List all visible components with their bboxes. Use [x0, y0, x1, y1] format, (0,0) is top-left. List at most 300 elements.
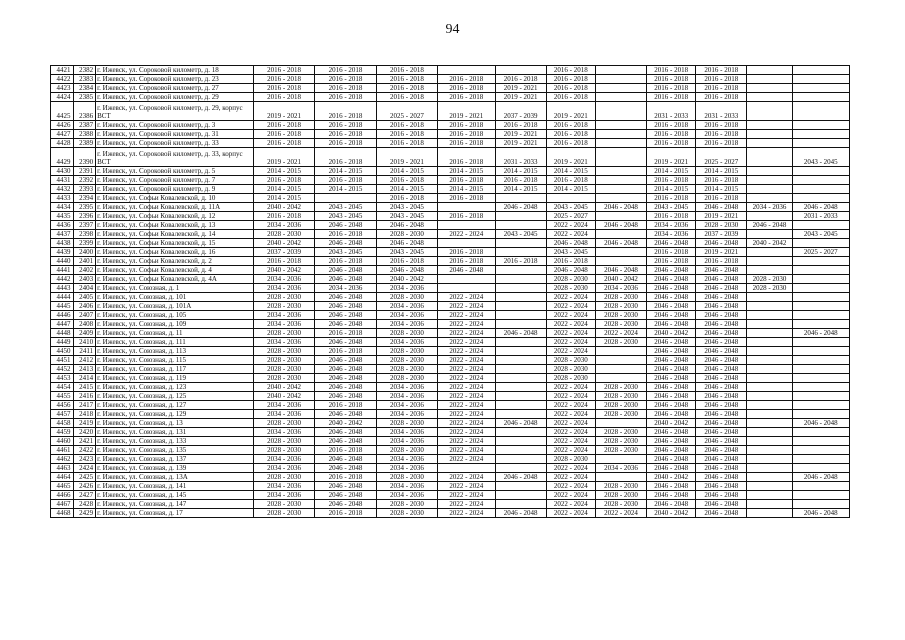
period-cell: 2022 - 2024	[438, 320, 495, 329]
period-cell: 2016 - 2018	[438, 84, 495, 93]
building-id-cell: 2397	[73, 221, 96, 230]
address-cell: г. Ижевск, ул. Союзная, д. 147	[96, 500, 254, 509]
period-cell	[792, 121, 849, 130]
period-cell: 2043 - 2045	[376, 212, 437, 221]
period-cell: 2034 - 2036	[376, 410, 437, 419]
building-id-cell: 2427	[73, 491, 96, 500]
period-cell	[792, 239, 849, 248]
period-cell: 2028 - 2030	[253, 356, 314, 365]
period-cell: 2022 - 2024	[546, 293, 595, 302]
period-cell: 2028 - 2030	[376, 446, 437, 455]
period-cell	[747, 419, 792, 428]
period-cell: 2016 - 2018	[376, 139, 437, 148]
period-cell: 2016 - 2018	[495, 176, 546, 185]
period-cell	[792, 221, 849, 230]
period-cell: 2046 - 2048	[747, 221, 792, 230]
period-cell: 2022 - 2024	[438, 473, 495, 482]
period-cell: 2034 - 2036	[253, 410, 314, 419]
period-cell: 2022 - 2024	[438, 383, 495, 392]
period-cell: 2016 - 2018	[696, 75, 747, 84]
table-row	[51, 148, 850, 167]
period-cell: 2046 - 2048	[696, 203, 747, 212]
period-cell: 2046 - 2048	[696, 410, 747, 419]
building-id-cell: 2429	[73, 509, 96, 518]
period-cell: 2034 - 2036	[376, 455, 437, 464]
period-cell: 2046 - 2048	[315, 293, 376, 302]
address-cell: г. Ижевск, ул. Союзная, д. 101	[96, 293, 254, 302]
period-cell: 2016 - 2018	[696, 139, 747, 148]
period-cell: 2016 - 2018	[376, 194, 437, 203]
table-row	[51, 329, 850, 338]
period-cell: 2034 - 2036	[253, 401, 314, 410]
period-cell	[792, 347, 849, 356]
row-number-cell: 4424	[51, 93, 74, 102]
period-cell: 2019 - 2021	[495, 84, 546, 93]
period-cell	[495, 221, 546, 230]
period-cell: 2034 - 2036	[253, 482, 314, 491]
period-cell	[792, 167, 849, 176]
period-cell	[438, 203, 495, 212]
period-cell: 2016 - 2018	[315, 509, 376, 518]
period-cell: 2028 - 2030	[376, 365, 437, 374]
row-number-cell: 4439	[51, 248, 74, 257]
period-cell	[495, 428, 546, 437]
period-cell: 2028 - 2030	[747, 275, 792, 284]
period-cell: 2046 - 2048	[315, 311, 376, 320]
period-cell: 2028 - 2030	[253, 509, 314, 518]
row-number-cell: 4434	[51, 203, 74, 212]
period-cell: 2046 - 2048	[792, 473, 849, 482]
period-cell	[495, 239, 546, 248]
period-cell: 2046 - 2048	[647, 437, 696, 446]
period-cell: 2046 - 2048	[315, 455, 376, 464]
period-cell: 2034 - 2036	[376, 302, 437, 311]
period-cell: 2022 - 2024	[438, 491, 495, 500]
period-cell: 2016 - 2018	[315, 130, 376, 139]
period-cell	[595, 185, 646, 194]
building-id-cell: 2404	[73, 284, 96, 293]
period-cell: 2022 - 2024	[438, 365, 495, 374]
table-row	[51, 221, 850, 230]
period-cell: 2037 - 2039	[696, 230, 747, 239]
period-cell: 2022 - 2024	[546, 446, 595, 455]
period-cell: 2046 - 2048	[696, 383, 747, 392]
period-cell: 2046 - 2048	[647, 338, 696, 347]
period-cell: 2028 - 2030	[546, 356, 595, 365]
row-number-cell: 4423	[51, 84, 74, 93]
period-cell	[747, 500, 792, 509]
period-cell	[747, 473, 792, 482]
period-cell	[747, 311, 792, 320]
table-row	[51, 203, 850, 212]
building-id-cell: 2428	[73, 500, 96, 509]
period-cell: 2014 - 2015	[546, 185, 595, 194]
period-cell: 2016 - 2018	[376, 130, 437, 139]
period-cell: 2043 - 2045	[495, 230, 546, 239]
building-id-cell: 2382	[73, 66, 96, 75]
period-cell	[792, 84, 849, 93]
row-number-cell: 4446	[51, 311, 74, 320]
period-cell: 2014 - 2015	[438, 185, 495, 194]
period-cell: 2040 - 2042	[315, 419, 376, 428]
table-body	[51, 66, 850, 518]
period-cell: 2043 - 2045	[376, 203, 437, 212]
period-cell: 2016 - 2018	[315, 230, 376, 239]
address-cell: г. Ижевск, ул. Софьи Ковалевской, д. 4	[96, 266, 254, 275]
period-cell	[595, 248, 646, 257]
building-id-cell: 2418	[73, 410, 96, 419]
period-cell	[792, 455, 849, 464]
period-cell: 2016 - 2018	[315, 329, 376, 338]
period-cell	[792, 257, 849, 266]
period-cell: 2046 - 2048	[315, 428, 376, 437]
period-cell: 2028 - 2030	[253, 347, 314, 356]
building-id-cell: 2387	[73, 121, 96, 130]
period-cell: 2016 - 2018	[376, 121, 437, 130]
period-cell: 2046 - 2048	[696, 374, 747, 383]
period-cell	[495, 455, 546, 464]
period-cell: 2014 - 2015	[546, 167, 595, 176]
period-cell	[747, 464, 792, 473]
building-id-cell: 2410	[73, 338, 96, 347]
period-cell	[747, 320, 792, 329]
period-cell: 2034 - 2036	[253, 221, 314, 230]
table-row	[51, 410, 850, 419]
period-cell: 2046 - 2048	[595, 203, 646, 212]
period-cell: 2022 - 2024	[438, 401, 495, 410]
period-cell: 2037 - 2039	[253, 248, 314, 257]
address-cell: г. Ижевск, ул. Союзная, д. 125	[96, 392, 254, 401]
period-cell: 2022 - 2024	[438, 428, 495, 437]
period-cell: 2016 - 2018	[647, 257, 696, 266]
period-cell: 2028 - 2030	[595, 293, 646, 302]
period-cell: 2028 - 2030	[253, 500, 314, 509]
period-cell	[595, 419, 646, 428]
period-cell	[747, 491, 792, 500]
period-cell: 2046 - 2048	[315, 392, 376, 401]
address-cell: г. Ижевск, ул. Союзная, д. 127	[96, 401, 254, 410]
period-cell: 2028 - 2030	[595, 446, 646, 455]
period-cell: 2022 - 2024	[438, 338, 495, 347]
period-cell: 2040 - 2042	[253, 383, 314, 392]
period-cell	[495, 320, 546, 329]
period-cell: 2043 - 2045	[647, 203, 696, 212]
period-cell: 2046 - 2048	[696, 437, 747, 446]
period-cell	[792, 275, 849, 284]
table-row	[51, 239, 850, 248]
period-cell: 2014 - 2015	[647, 167, 696, 176]
period-cell: 2028 - 2030	[376, 500, 437, 509]
period-cell: 2046 - 2048	[647, 455, 696, 464]
period-cell: 2019 - 2021	[376, 148, 437, 167]
period-cell: 2043 - 2045	[315, 248, 376, 257]
period-cell: 2014 - 2015	[376, 167, 437, 176]
period-cell: 2034 - 2036	[376, 284, 437, 293]
address-cell: г. Ижевск, ул. Сороковой километр, д. 23	[96, 75, 254, 84]
period-cell: 2034 - 2036	[376, 392, 437, 401]
period-cell: 2046 - 2048	[376, 221, 437, 230]
period-cell: 2046 - 2048	[647, 347, 696, 356]
row-number-cell: 4448	[51, 329, 74, 338]
period-cell: 2019 - 2021	[696, 212, 747, 221]
table-row	[51, 194, 850, 203]
row-number-cell: 4468	[51, 509, 74, 518]
row-number-cell: 4442	[51, 275, 74, 284]
period-cell: 2022 - 2024	[546, 428, 595, 437]
period-cell	[595, 356, 646, 365]
table-row	[51, 293, 850, 302]
table-row	[51, 374, 850, 383]
period-cell: 2019 - 2021	[495, 93, 546, 102]
period-cell: 2046 - 2048	[696, 365, 747, 374]
address-cell: г. Ижевск, ул. Союзная, д. 101А	[96, 302, 254, 311]
period-cell	[792, 410, 849, 419]
table-row	[51, 275, 850, 284]
period-cell	[747, 93, 792, 102]
period-cell	[792, 374, 849, 383]
period-cell: 2016 - 2018	[546, 257, 595, 266]
period-cell: 2016 - 2018	[438, 212, 495, 221]
period-cell	[792, 185, 849, 194]
period-cell	[495, 275, 546, 284]
table-row	[51, 93, 850, 102]
period-cell: 2028 - 2030	[595, 482, 646, 491]
table-row	[51, 284, 850, 293]
period-cell	[792, 383, 849, 392]
period-cell: 2022 - 2024	[438, 374, 495, 383]
period-cell: 2046 - 2048	[696, 401, 747, 410]
period-cell: 2046 - 2048	[696, 329, 747, 338]
period-cell: 2040 - 2042	[747, 239, 792, 248]
period-cell	[495, 365, 546, 374]
building-id-cell: 2398	[73, 230, 96, 239]
period-cell	[595, 84, 646, 93]
building-id-cell: 2420	[73, 428, 96, 437]
period-cell: 2034 - 2036	[376, 491, 437, 500]
period-cell: 2034 - 2036	[376, 464, 437, 473]
period-cell: 2046 - 2048	[315, 500, 376, 509]
period-cell: 2016 - 2018	[647, 194, 696, 203]
period-cell: 2034 - 2036	[253, 320, 314, 329]
period-cell: 2016 - 2018	[315, 401, 376, 410]
building-id-cell: 2389	[73, 139, 96, 148]
row-number-cell: 4467	[51, 500, 74, 509]
address-cell: г. Ижевск, ул. Софьи Ковалевской, д. 12	[96, 212, 254, 221]
building-id-cell: 2406	[73, 302, 96, 311]
building-id-cell: 2394	[73, 194, 96, 203]
row-number-cell: 4433	[51, 194, 74, 203]
period-cell: 2016 - 2018	[546, 93, 595, 102]
period-cell	[747, 130, 792, 139]
period-cell: 2028 - 2030	[376, 347, 437, 356]
row-number-cell: 4432	[51, 185, 74, 194]
period-cell: 2022 - 2024	[438, 329, 495, 338]
period-cell	[747, 102, 792, 121]
period-cell: 2025 - 2027	[546, 212, 595, 221]
period-cell	[792, 491, 849, 500]
period-cell: 2016 - 2018	[647, 84, 696, 93]
building-id-cell: 2392	[73, 176, 96, 185]
period-cell: 2016 - 2018	[253, 84, 314, 93]
period-cell: 2040 - 2042	[376, 275, 437, 284]
building-id-cell: 2411	[73, 347, 96, 356]
period-cell	[595, 230, 646, 239]
period-cell: 2040 - 2042	[595, 275, 646, 284]
building-id-cell: 2393	[73, 185, 96, 194]
period-cell	[495, 194, 546, 203]
period-cell	[495, 410, 546, 419]
period-cell: 2016 - 2018	[696, 93, 747, 102]
building-id-cell: 2383	[73, 75, 96, 84]
period-cell: 2016 - 2018	[546, 84, 595, 93]
address-cell: г. Ижевск, ул. Союзная, д. 13	[96, 419, 254, 428]
period-cell: 2046 - 2048	[696, 482, 747, 491]
period-cell	[495, 347, 546, 356]
period-cell	[495, 446, 546, 455]
period-cell	[792, 139, 849, 148]
period-cell	[792, 266, 849, 275]
period-cell: 2022 - 2024	[438, 293, 495, 302]
period-cell	[792, 176, 849, 185]
period-cell: 2028 - 2030	[376, 473, 437, 482]
address-cell: г. Ижевск, ул. Сороковой километр, д. 3	[96, 121, 254, 130]
table-row	[51, 75, 850, 84]
period-cell: 2034 - 2036	[253, 338, 314, 347]
building-id-cell: 2413	[73, 365, 96, 374]
row-number-cell: 4428	[51, 139, 74, 148]
period-cell: 2022 - 2024	[438, 509, 495, 518]
period-cell	[747, 248, 792, 257]
address-cell: г. Ижевск, ул. Союзная, д. 105	[96, 311, 254, 320]
table-row	[51, 356, 850, 365]
period-cell: 2016 - 2018	[315, 75, 376, 84]
period-cell: 2046 - 2048	[647, 293, 696, 302]
period-cell: 2046 - 2048	[696, 338, 747, 347]
period-cell: 2022 - 2024	[438, 419, 495, 428]
address-cell: г. Ижевск, ул. Сороковой километр, д. 9	[96, 185, 254, 194]
address-cell: г. Ижевск, ул. Сороковой километр, д. 33, корпус ВСТ	[96, 148, 254, 167]
period-cell: 2046 - 2048	[647, 302, 696, 311]
period-cell	[747, 374, 792, 383]
period-cell	[792, 66, 849, 75]
period-cell: 2028 - 2030	[747, 284, 792, 293]
period-cell: 2046 - 2048	[792, 509, 849, 518]
building-id-cell: 2403	[73, 275, 96, 284]
row-number-cell: 4447	[51, 320, 74, 329]
period-cell	[495, 482, 546, 491]
period-cell: 2016 - 2018	[438, 194, 495, 203]
period-cell	[792, 356, 849, 365]
period-cell: 2016 - 2018	[647, 176, 696, 185]
period-cell: 2046 - 2048	[696, 464, 747, 473]
address-cell: г. Ижевск, ул. Сороковой километр, д. 18	[96, 66, 254, 75]
row-number-cell: 4449	[51, 338, 74, 347]
period-cell: 2028 - 2030	[253, 365, 314, 374]
period-cell: 2046 - 2048	[696, 356, 747, 365]
period-cell: 2046 - 2048	[315, 482, 376, 491]
table-row	[51, 66, 850, 75]
period-cell: 2016 - 2018	[315, 176, 376, 185]
period-cell: 2046 - 2048	[647, 239, 696, 248]
period-cell: 2046 - 2048	[315, 437, 376, 446]
period-cell: 2034 - 2036	[595, 464, 646, 473]
row-number-cell: 4421	[51, 66, 74, 75]
repair-schedule-table	[50, 65, 850, 518]
period-cell: 2028 - 2030	[376, 230, 437, 239]
period-cell: 2016 - 2018	[546, 121, 595, 130]
row-number-cell: 4443	[51, 284, 74, 293]
period-cell: 2046 - 2048	[495, 473, 546, 482]
address-cell: г. Ижевск, ул. Союзная, д. 13А	[96, 473, 254, 482]
period-cell: 2016 - 2018	[546, 176, 595, 185]
period-cell: 2028 - 2030	[253, 374, 314, 383]
table-row	[51, 482, 850, 491]
period-cell: 2016 - 2018	[647, 248, 696, 257]
period-cell: 2046 - 2048	[315, 383, 376, 392]
period-cell: 2028 - 2030	[595, 500, 646, 509]
period-cell: 2028 - 2030	[253, 446, 314, 455]
building-id-cell: 2416	[73, 392, 96, 401]
period-cell	[495, 311, 546, 320]
period-cell: 2016 - 2018	[546, 139, 595, 148]
period-cell	[595, 66, 646, 75]
period-cell: 2046 - 2048	[696, 500, 747, 509]
address-cell: г. Ижевск, ул. Софьи Ковалевской, д. 11А	[96, 203, 254, 212]
building-id-cell: 2395	[73, 203, 96, 212]
building-id-cell: 2402	[73, 266, 96, 275]
period-cell	[495, 392, 546, 401]
period-cell: 2040 - 2042	[647, 419, 696, 428]
row-number-cell: 4444	[51, 293, 74, 302]
address-cell: г. Ижевск, ул. Союзная, д. 129	[96, 410, 254, 419]
period-cell: 2040 - 2042	[253, 239, 314, 248]
period-cell: 2046 - 2048	[315, 356, 376, 365]
period-cell	[495, 66, 546, 75]
period-cell	[747, 66, 792, 75]
period-cell: 2022 - 2024	[546, 500, 595, 509]
building-id-cell: 2386	[73, 102, 96, 121]
period-cell	[747, 392, 792, 401]
period-cell: 2043 - 2045	[546, 248, 595, 257]
table-row	[51, 248, 850, 257]
period-cell: 2046 - 2048	[696, 509, 747, 518]
period-cell: 2043 - 2045	[315, 212, 376, 221]
period-cell: 2028 - 2030	[253, 329, 314, 338]
period-cell: 2046 - 2048	[792, 203, 849, 212]
period-cell: 2031 - 2033	[647, 102, 696, 121]
period-cell: 2028 - 2030	[546, 374, 595, 383]
period-cell	[747, 75, 792, 84]
period-cell: 2046 - 2048	[647, 464, 696, 473]
period-cell: 2016 - 2018	[647, 66, 696, 75]
period-cell	[438, 239, 495, 248]
building-id-cell: 2408	[73, 320, 96, 329]
address-cell: г. Ижевск, ул. Сороковой километр, д. 5	[96, 167, 254, 176]
period-cell: 2022 - 2024	[438, 500, 495, 509]
period-cell: 2040 - 2042	[253, 392, 314, 401]
address-cell: г. Ижевск, ул. Сороковой километр, д. 29, корпус ВСТ	[96, 102, 254, 121]
period-cell	[495, 338, 546, 347]
period-cell: 2028 - 2030	[376, 329, 437, 338]
row-number-cell: 4463	[51, 464, 74, 473]
row-number-cell: 4461	[51, 446, 74, 455]
row-number-cell: 4455	[51, 392, 74, 401]
period-cell: 2019 - 2021	[546, 102, 595, 121]
row-number-cell: 4451	[51, 356, 74, 365]
period-cell: 2046 - 2048	[647, 491, 696, 500]
period-cell: 2014 - 2015	[315, 167, 376, 176]
period-cell: 2046 - 2048	[315, 239, 376, 248]
